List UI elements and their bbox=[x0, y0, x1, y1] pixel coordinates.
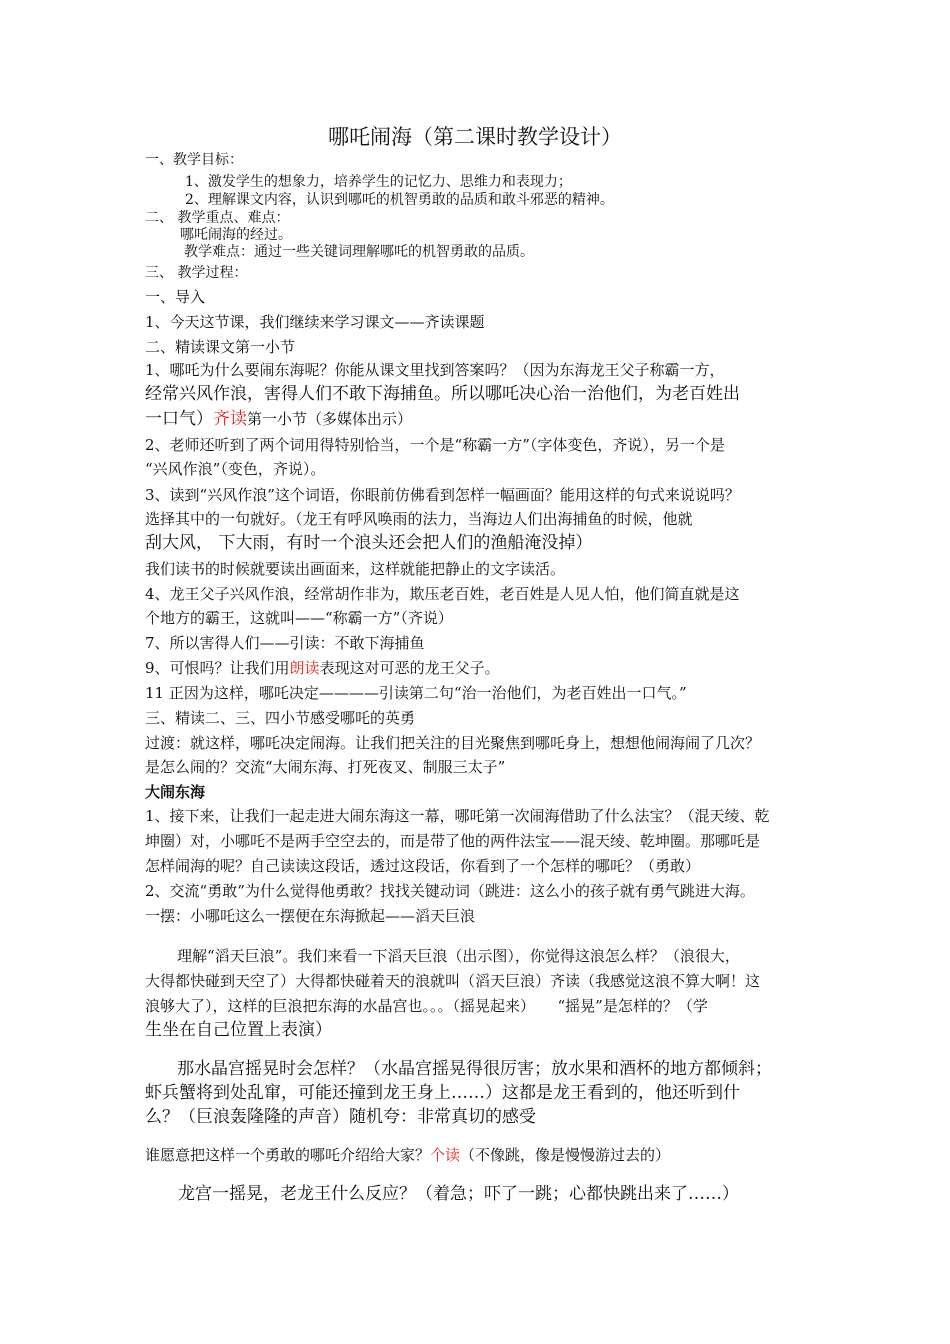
objective-item-1: 1、激发学生的想象力，培养学生的记忆力、思维力和表现力； bbox=[185, 174, 572, 190]
paragraph: 1、接下来，让我们一起走进大闹东海这一幕，哪吒第一次闹海借助了什么法宝？（混天绫、乾 bbox=[145, 807, 770, 825]
paragraph: 那水晶宫摇晃时会怎样？（水晶宫摇晃得很厉害；放水果和酒杯的地方都倾斜； bbox=[177, 1059, 772, 1079]
text-run: （不像跳，像是慢慢游过去的） bbox=[460, 1146, 671, 1164]
paragraph bbox=[145, 1145, 670, 1165]
highlight-text: 齐读 bbox=[213, 409, 247, 429]
paragraph: 经常兴风作浪，害得人们不敢下海捕鱼。所以哪吒决心治一治他们，为老百姓出 bbox=[145, 384, 740, 404]
section-heading-focus: 二、 教学重点、难点： bbox=[145, 210, 290, 226]
paragraph: 刮大风， 下大雨，有时一个浪头还会把人们的渔船淹没掉） bbox=[145, 533, 593, 553]
paragraph: 2、老师还听到了两个词用得特别恰当，一个是“称霸一方”（字体变色，齐说），另一个是 bbox=[145, 436, 725, 454]
paragraph: 大得都快碰到天空了）大得都快碰着天的浪就叫（滔天巨浪）齐读（我感觉这浪不算大啊！这 bbox=[145, 972, 761, 990]
paragraph: 是怎么闹的？交流“大闹东海、打死夜叉、制服三太子” bbox=[145, 758, 506, 776]
highlight-text: 个读 bbox=[430, 1146, 461, 1164]
document-title: 哪吒闹海（第二课时教学设计） bbox=[328, 125, 622, 149]
paragraph: 1、今天这节课，我们继续来学习课文——齐读课题 bbox=[145, 313, 485, 331]
paragraph bbox=[145, 658, 500, 678]
section-heading-objectives: 一、教学目标： bbox=[145, 152, 243, 168]
paragraph bbox=[145, 409, 412, 429]
paragraph: 虾兵蟹将到处乱窜，可能还撞到龙王身上……）这都是龙王看到的，他还听到什 bbox=[145, 1083, 740, 1103]
paragraph: 二、精读课文第一小节 bbox=[145, 338, 296, 356]
paragraph: 11 正因为这样，哪吒决定————引读第二句“治一治他们，为老百姓出一口气。” bbox=[145, 684, 687, 702]
paragraph: 我们读书的时候就要读出画面来，这样就能把静止的文字读活。 bbox=[145, 560, 566, 578]
paragraph: 龙宫一摇晃，老龙王什么反应？（着急；吓了一跳；心都快跳出来了……） bbox=[178, 1184, 739, 1204]
subsection-heading: 大闹东海 bbox=[145, 783, 206, 801]
paragraph: 浪够大了），这样的巨浪把东海的水晶宫也。。。（摇晃起来） “摇晃”是怎样的？（学 bbox=[145, 997, 708, 1015]
text-run: 1、哪吒为什么要闹东海呢？你能从课文里找到答案吗？（因为东海龙王父子称霸一方， bbox=[145, 361, 725, 379]
text-run: 9、可恨吗？让我们用 bbox=[145, 659, 290, 677]
paragraph: 理解“滔天巨浪”。我们来看一下滔天巨浪（出示图），你觉得这浪怎么样？（浪很大， bbox=[177, 947, 740, 965]
paragraph: 3、读到“兴风作浪”这个词语，你眼前仿佛看到怎样一幅画面？能用这样的句式来说说吗？ bbox=[145, 486, 740, 504]
paragraph: 选择其中的一句就好。（龙王有呼风唤雨的法力，当海边人们出海捕鱼的时候，他就 bbox=[145, 510, 693, 528]
paragraph: “兴风作浪”（变色，齐说）。 bbox=[145, 460, 326, 478]
paragraph: 4、龙王父子兴风作浪，经常胡作非为，欺压老百姓，老百姓是人见人怕，他们简直就是这 bbox=[145, 585, 740, 603]
paragraph: 7、所以害得人们——引读：不敢下海捕鱼 bbox=[145, 634, 425, 652]
objective-item-2: 2、理解课文内容，认识到哪吒的机智勇敢的品质和敢斗邪恶的精神。 bbox=[185, 192, 614, 208]
paragraph: 生坐在自己位置上表演） bbox=[145, 1020, 332, 1040]
text-run: 谁愿意把这样一个勇敢的哪吒介绍给大家？ bbox=[145, 1146, 431, 1164]
text-run: 表现这对可恶的龙王父子。 bbox=[319, 659, 500, 677]
paragraph: 过渡：就这样，哪吒决定闹海。让我们把关注的目光聚焦到哪吒身上，想想他闹海闹了几次？ bbox=[145, 734, 761, 752]
paragraph: 坤圈）对，小哪吒不是两手空空去的，而是带了他的两件法宝——混天绫、乾坤圈。那哪吒是 bbox=[145, 832, 761, 850]
highlight-text: 朗读 bbox=[289, 659, 320, 677]
section-heading-process: 三、 教学过程： bbox=[145, 265, 248, 281]
text-run: 第一小节（多媒体出示） bbox=[247, 410, 413, 428]
paragraph: 一摆：小哪吒这么一摆便在东海掀起——滔天巨浪 bbox=[145, 907, 476, 925]
paragraph: 三、精读二、三、四小节感受哪吒的英勇 bbox=[145, 709, 416, 727]
difficulty-text: 教学难点：通过一些关键词理解哪吒的机智勇敢的品质。 bbox=[184, 244, 534, 260]
focus-text: 哪吒闹海的经过。 bbox=[180, 227, 292, 243]
text-run: 一口气） bbox=[145, 409, 213, 429]
paragraph bbox=[145, 360, 725, 380]
step-intro: 一、导入 bbox=[145, 288, 206, 306]
paragraph: 个地方的霸王，这就叫——“称霸一方”（齐说） bbox=[145, 609, 453, 627]
paragraph: 怎样闹海的呢？自己读读这段话，透过这段话，你看到了一个怎样的哪吒？（勇敢） bbox=[145, 857, 701, 875]
paragraph: 2、交流“勇敢”为什么觉得他勇敢？找找关键动词（跳进：这么小的孩子就有勇气跳进大海。 bbox=[145, 882, 755, 900]
paragraph: 么？（巨浪轰隆隆的声音）随机夸：非常真切的感受 bbox=[145, 1107, 536, 1127]
